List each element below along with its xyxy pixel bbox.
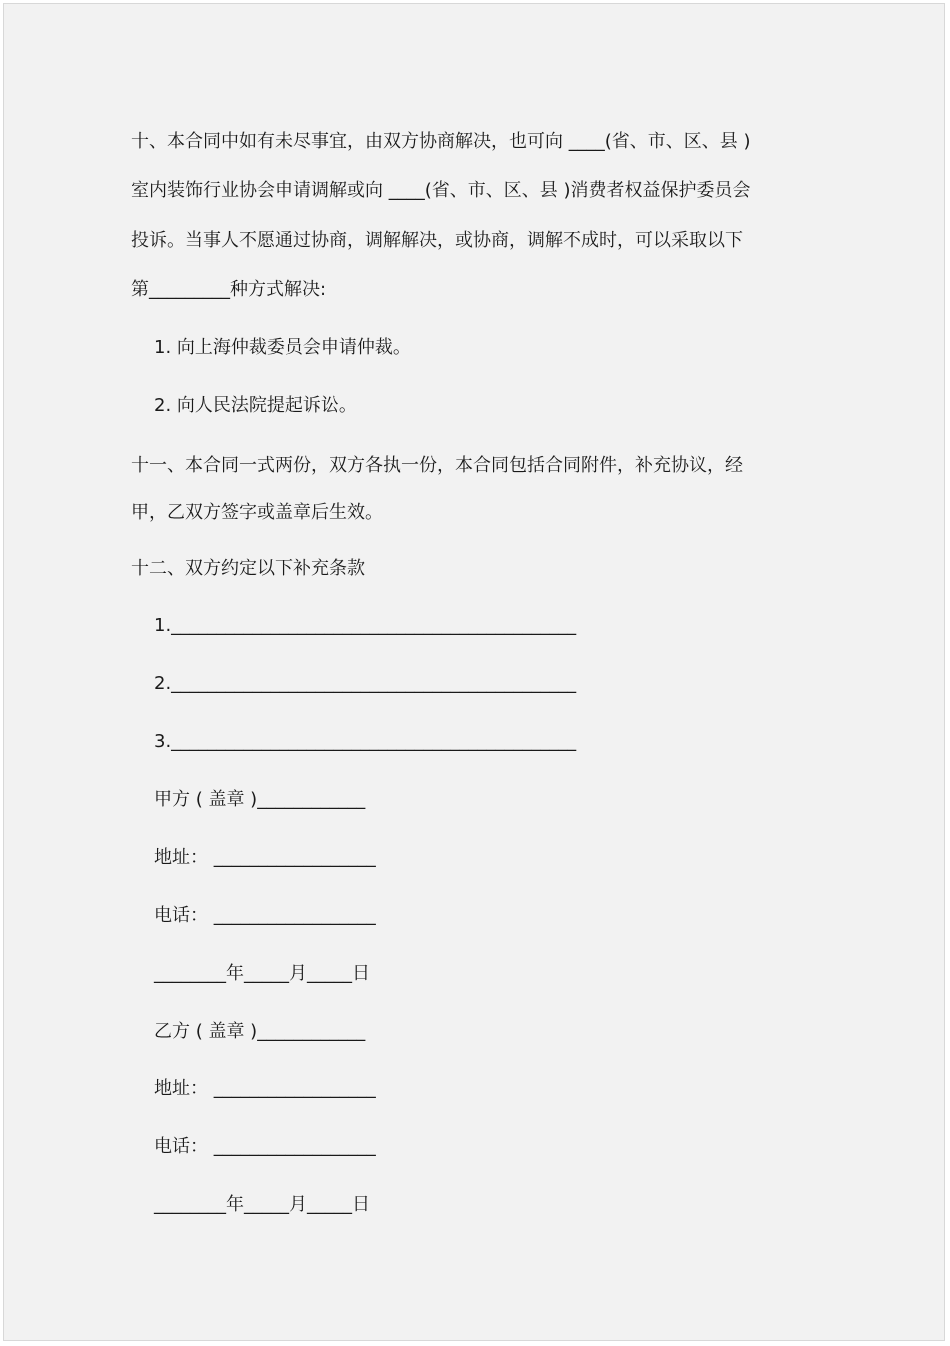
document-page [3, 3, 945, 1341]
party-a-seal: 甲方 ( 盖章 )____________ [154, 789, 366, 810]
clause-10-line-4: 第_________种方式解决: [131, 279, 327, 300]
party-a-address: 地址： __________________ [154, 847, 376, 868]
party-b-address: 地址： __________________ [154, 1078, 376, 1099]
clause-10-line-3: 投诉。当事人不愿通过协商，调解解决，或协商，调解不成时，可以采取以下 [131, 230, 743, 251]
clause-12-heading: 十二、双方约定以下补充条款 [131, 558, 365, 579]
supplementary-term-1: 1._____________________________________________ [154, 615, 577, 636]
clause-10-line-1: 十、本合同中如有未尽事宜，由双方协商解决，也可向 ____(省、市、区、县 ) [131, 131, 751, 152]
party-b-seal: 乙方 ( 盖章 )____________ [154, 1021, 366, 1042]
litigation-option: 2. 向人民法院提起诉讼。 [154, 395, 357, 416]
supplementary-term-3: 3._____________________________________________ [154, 731, 577, 752]
clause-11-line-2: 甲，乙双方签字或盖章后生效。 [131, 502, 383, 523]
clause-11-line-1: 十一、本合同一式两份，双方各执一份，本合同包括合同附件，补充协议，经 [131, 455, 743, 476]
clause-10-line-2: 室内装饰行业协会申请调解或向 ____(省、市、区、县 )消费者权益保护委员会 [131, 180, 751, 201]
party-a-phone: 电话： __________________ [154, 905, 376, 926]
party-b-date: ________年_____月_____日 [154, 1194, 370, 1215]
party-a-date: ________年_____月_____日 [154, 963, 370, 984]
party-b-phone: 电话： __________________ [154, 1136, 376, 1157]
arbitration-option: 1. 向上海仲裁委员会申请仲裁。 [154, 337, 411, 358]
supplementary-term-2: 2._____________________________________________ [154, 673, 577, 694]
